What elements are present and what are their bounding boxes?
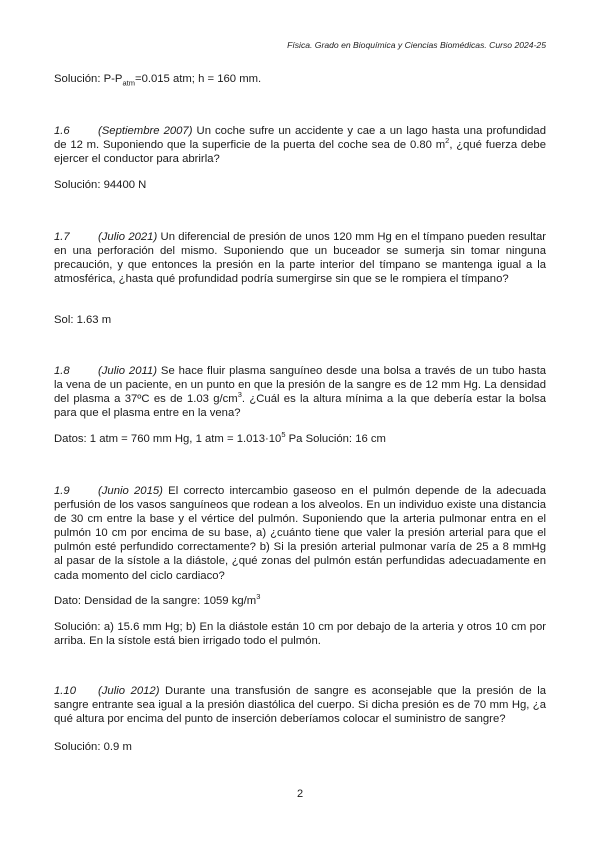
superscript: 2: [445, 136, 450, 146]
problem-1-9: [54, 484, 546, 583]
problem-1-9-solution: Solución: a) 15.6 mm Hg; b) En la diástole están 10 cm por debajo de la arteria y otros 10 cm por arriba. En la sístole está bien irrigado todo el pulmón.: [54, 621, 546, 648]
problem-source: (Julio 2021): [98, 231, 158, 243]
page-number: 2: [296, 788, 304, 800]
problem-text-cont: . ¿Cuál es la altura mínima a la que debería estar la bolsa para que el plasma entre en la vena?: [54, 393, 547, 420]
solution-previous: [54, 72, 546, 86]
page-header: Física. Grado en Bioquímica y Ciencias Biomédicas. Curso 2024-25: [287, 40, 546, 50]
problem-1-7: [54, 230, 546, 286]
data-text: Dato: Densidad de la sangre: 1059 kg/m: [54, 595, 257, 607]
problem-1-9-data: [54, 594, 546, 608]
problem-text: El correcto intercambio gaseoso en el pulmón depende de la adecuada perfusión de los vasos sanguíneos que rodean a los alveolos. En un individuo existe una distancia de 30 cm entre la base y el vértice del pulmón. Suponiendo que la arteria pulmonar entra en el pulmón 10 cm por encima de su base, a) ¿cuánto tiene que valer la presión arterial para que el pulmón esté perfundido correctamente? b) Si la presión arterial pulmonar varía de 25 a 8 mmHg al pasar de la sístole a la diástole, ¿qué zonas del pulmón están perfundidas adecuadamente en cada momento del ciclo cardiaco?: [54, 485, 546, 582]
problem-1-6-solution: Solución: 94400 N: [54, 179, 147, 191]
problem-source: (Julio 2012): [98, 685, 160, 697]
solution-subscript: atm: [122, 78, 135, 88]
problem-number: 1.10: [54, 685, 76, 697]
problem-1-7-solution: Sol: 1.63 m: [54, 314, 112, 326]
solution-rest: =0.015 atm; h = 160 mm.: [134, 73, 262, 85]
problem-source: (Julio 2011): [98, 365, 157, 377]
superscript: 3: [256, 592, 261, 602]
problem-text: Un coche sufre un accidente y cae a un lago hasta una profundidad de 12 m. Suponiendo que la superficie de la puerta del coche sea de 0.80 m: [54, 125, 546, 152]
problem-text: Un diferencial de presión de unos 120 mm Hg en el tímpano pueden resultar en una perforación del mismo. Suponiendo que un buceador se sumerja sin tomar ninguna precaución, y que entonces la presión en la parte interior del tímpano se mantenga igual a la atmosférica, ¿hasta qué profundidad podría sumergirse sin que se le rompiera el tímpano?: [54, 231, 546, 286]
problem-number: 1.7: [54, 231, 70, 243]
problem-number: 1.6: [54, 125, 70, 137]
problem-1-8-data: [54, 432, 546, 446]
problem-1-6: [54, 124, 546, 166]
problem-1-10: [54, 684, 546, 726]
problem-source: (Junio 2015): [98, 485, 163, 497]
superscript: 5: [281, 430, 286, 440]
problem-text-cont: , ¿qué fuerza debe ejercer el conductor para abrirla?: [54, 139, 547, 166]
data-text-cont: Pa Solución: 16 cm: [285, 433, 386, 445]
problem-number: 1.9: [54, 485, 70, 497]
data-text: Datos: 1 atm = 760 mm Hg, 1 atm = 1.013·10: [54, 433, 282, 445]
problem-text: Durante una transfusión de sangre es aconsejable que la presión de la sangre entrante sea igual a la presión diastólica del cuerpo. Si dicha presión es de 70 mm Hg, ¿a qué altura por encima del punto de inserción deberíamos colocar el suministro de sangre?: [54, 685, 546, 726]
solution-prefix: Solución: P-P: [54, 73, 123, 85]
problem-number: 1.8: [54, 365, 70, 377]
problem-1-8: [54, 364, 546, 420]
problem-1-10-solution: Solución: 0.9 m: [54, 741, 132, 753]
problem-text: Se hace fluir plasma sanguíneo desde una bolsa a través de un tubo hasta la vena de un paciente, en un punto en que la presión de la sangre es de 12 mm Hg. La densidad del plasma a 37ºC es de 1.03 g/cm: [54, 365, 546, 406]
superscript: 3: [237, 390, 242, 400]
problem-source: (Septiembre 2007): [98, 125, 193, 137]
